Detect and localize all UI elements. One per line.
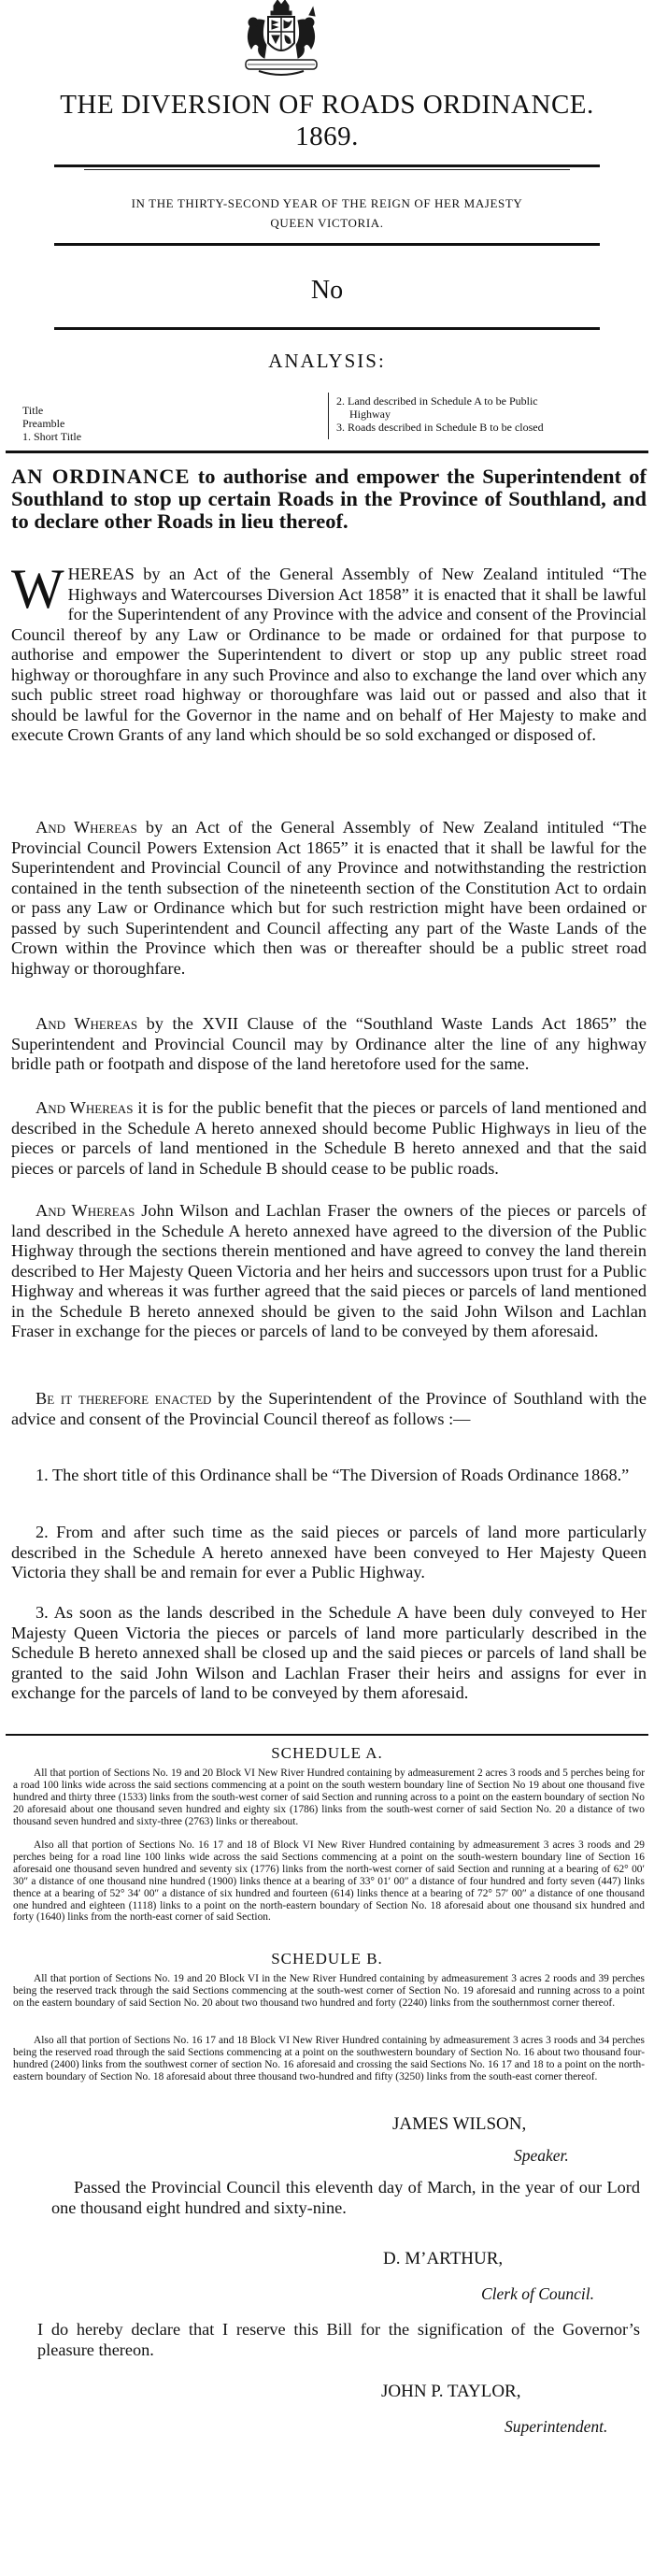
analysis-left-column (22, 404, 81, 443)
analysis-item-title: Title (22, 404, 44, 417)
clerk-signature: D. M’ARTHUR, (383, 2249, 504, 2268)
preamble-text-3: by the XVII Clause of the “Southland Waste Lands Act 1865” the Superintendent and Provincial Council may by Ordinance alter the line of any highway bridle path or footpath and dispose of the land heretofore used for the same. (11, 1014, 647, 1073)
clerk-title: Clerk of Council. (481, 2284, 595, 2303)
superintendent-signature: JOHN P. TAYLOR, (381, 2382, 521, 2401)
title-rule-top (54, 165, 600, 167)
analysis-heading: ANALYSIS: (268, 350, 386, 372)
and-whereas-lead-3: And Whereas (36, 1014, 138, 1033)
enacting-clause (11, 1389, 647, 1429)
reservation-declaration: I do hereby declare that I reserve this Bill for the signification of the Governor’s pleasure thereon. (37, 2320, 640, 2359)
analysis-rule (6, 451, 648, 453)
analysis-right-column (336, 394, 544, 434)
ordinance-long-title (11, 465, 647, 533)
dropcap-letter: W (11, 558, 64, 620)
title-line-1: THE DIVERSION OF ROADS ORDINANCE. (60, 90, 594, 120)
schedule-b-paragraph-1: All that portion of Sections No. 19 and 20 Block VI in the New River Hundred containing by admeasurement 3 acres 2 roods and 39 perches being the reserved track through the said Sections commencing at the south-west corner of Section No. 19 aforesaid and running across to a point on the eastern boundary of said Section No. 20 about two thousand two hundred and forty (2240) links from the southernmost corner thereof. (13, 1973, 645, 2009)
title-rule-thin (84, 169, 570, 170)
and-whereas-lead-4: And Whereas (36, 1098, 134, 1117)
analysis-item-highway-cont: Highway (349, 408, 391, 421)
ordinance-title (0, 89, 654, 152)
ordinance-number: No (310, 276, 344, 305)
preamble-text-4: it is for the public benefit that the pieces or parcels of land mentioned and described in the Schedule A hereto annexed should become Public Highways in lieu of the pieces or parcels of land mentioned in the Schedule B hereto annexed and that the said pieces or parcels of land in Schedule B should cease to be public roads. (11, 1098, 647, 1178)
analysis-item-roads-closed: 3. Roads described in Schedule B to be closed (336, 421, 544, 434)
passed-statement: Passed the Provincial Council this eleventh day of March, in the year of our Lord one thousand eight hundred and sixty-nine. (51, 2178, 640, 2217)
long-title-lead: AN ORDINANCE (11, 465, 191, 488)
schedule-b-heading: SCHEDULE B. (271, 1950, 383, 1968)
preamble-paragraph-1 (11, 558, 647, 746)
title-line-2: 1869. (295, 122, 359, 151)
preamble-paragraph-3 (11, 1014, 647, 1075)
section-1: 1. The short title of this Ordinance shall be “The Diversion of Roads Ordinance 1868.” (36, 1466, 630, 1484)
schedule-a-paragraph-2: Also all that portion of Sections No. 16 17 and 18 of Block VI New River Hundred containing by admeasurement 3 acres 3 roods and 29 perches being for a road line 100 links wide across the said Sections commencing at a point on the south-western boundary line of Section 16 aforesaid one thousand seven hundred and seventy six (1776) links from the north-west corner of said Section and running at a bearing of 62° 00′ 30″ a distance of one thousand nine hundred (1900) links thence at a bearing of 33° 01′ 00″ a distance of four hundred and forty seven (447) links thence at a bearing of 52° 34′ 00″ a distance of six hundred and fourteen (614) links thence at a bearing of 72° 57′ 00″ a distance of one thousand one hundred and eighteen (1118) links to a point on the north-eastern boundary of Section No. 18 aforesaid about one thousand six hundred and forty (1640) links from the north-east corner of said Section. (13, 1839, 645, 1924)
schedule-a-heading: SCHEDULE A. (271, 1744, 383, 1762)
schedule-a-paragraph-1: All that portion of Sections No. 19 and 20 Block VI New River Hundred containing by admeasurement 2 acres 3 roods and 5 perches being for a road 100 links wide across the said sections commencing at a point on the south western boundary line of Section No 19 about one thousand five hundred and thirty three (1533) links from the south-west corner of said Section and running across to a point on the eastern boundary of section No 20 aforesaid about one thousand seven hundred and eighty six (1786) links from the south-west corner of said Section No. 20 a distance of two thousand seven hundred and sixty-three (2763) links or thereabout. (13, 1767, 645, 1827)
preamble-text-2: by an Act of the General Assembly of New Zealand intituled “The Provincial Council Powers Extension Act 1865” it is enacted that it shall be lawful for the Superintendent and Provincial Council of any Province and notwithstanding the restriction contained in the tenth subsection of the nineteenth section of the Constitution Act to ordain or pass any Law or Ordinance which but for such restriction might have been ordained or passed by such Superintendent and Council affecting any part of the Waste Lands of the Crown within the Province which then was or thereafter should be a public street road highway or thoroughfare. (11, 818, 647, 978)
speaker-signature: JAMES WILSON, (392, 2114, 527, 2134)
royal-coat-of-arms-icon (236, 0, 326, 86)
preamble-paragraph-2 (11, 818, 647, 979)
analysis-divider (328, 393, 329, 439)
analysis-item-public-highway: 2. Land described in Schedule A to be Public (336, 394, 538, 408)
enacting-text: by the Superintendent of the Province of Southland with the advice and consent of the Provincial Council thereof as follows :— (11, 1389, 647, 1428)
analysis-item-short-title: 1. Short Title (22, 430, 82, 443)
regnal-rule (54, 243, 600, 246)
section-3: 3. As soon as the lands described in the Schedule A have been duly conveyed to Her Majesty Queen Victoria the pieces or parcels of land more particularly described in the Schedule B hereto annexed shall be closed up and the said pieces or parcels of land shall be granted to the said John Wilson and Lachlan Fraser their heirs and assigns for ever in exchange for the parcels of land to be conveyed by them aforesaid. (11, 1603, 647, 1702)
preamble-paragraph-5 (11, 1201, 647, 1342)
and-whereas-lead-5: And Whereas (36, 1201, 135, 1220)
preamble-text-5: John Wilson and Lachlan Fraser the owners of the pieces or parcels of land described in the Schedule A hereto annexed have agreed to the diversion of the Public Highway through the sections therein mentioned and have agreed to convey the land therein described to Her Majesty Queen Victoria and her heirs and successors upon trust for a Public Highway and whereas it was further agreed that the said pieces or parcels of land mentioned in the Schedule B hereto annexed should be given to the said John Wilson and Lachlan Fraser in exchange for the pieces or parcels of land to be conveyed by them aforesaid. (11, 1201, 647, 1340)
section-2: 2. From and after such time as the said pieces or parcels of land more particularly described in the Schedule A hereto annexed have been conveyed to Her Majesty Queen Victoria they shall be and remain for ever a Public Highway. (11, 1523, 647, 1581)
number-rule (54, 327, 600, 330)
and-whereas-lead-2: And Whereas (36, 818, 137, 837)
speaker-title: Speaker. (514, 2146, 569, 2165)
schedule-rule (6, 1734, 648, 1736)
long-title-text: to authorise and empower the Superintendent of Southland to stop up certain Roads in the Province of Southland, and to declare other Roads in lieu thereof. (11, 465, 647, 533)
preamble-text-1: HEREAS by an Act of the General Assembly of New Zealand intituled “The Highways and Watercourses Diversion Act 1858” it is enacted that it shall be lawful for the Superintendent of any Province with the advice and consent of the Provincial Council thereof by any Law or Ordinance to be made or ordained for that purpose to authorise and empower the Superintendent to divert or stop up any public street road highway or thoroughfare in any such Province and also to exchange the land over which any such public street road highway or thoroughfare was laid out or passed and also that it should be lawful for the Governor in the name and on behalf of Her Majesty to make and execute Crown Grants of any land which should be so sold exchanged or disposed of. (11, 565, 647, 744)
preamble-paragraph-4 (11, 1098, 647, 1179)
regnal-year-line-1: IN THE THIRTY-SECOND YEAR OF THE REIGN OF HER MAJESTY (131, 196, 523, 210)
analysis-item-preamble: Preamble (22, 417, 65, 430)
superintendent-title: Superintendent. (505, 2417, 608, 2436)
regnal-year-line-2: QUEEN VICTORIA. (270, 216, 384, 230)
schedule-b-paragraph-2: Also all that portion of Sections No. 16 17 and 18 Block VI New River Hundred containing by admeasurement 3 acres 3 roods and 34 perches being the reserved road through the said Sections commencing at a point on the southwestern boundary of Section No. 16 about two thousand four-hundred (2400) links from the southwest corner of section No. 16 aforesaid and crossing the said Sections No. 16 17 and 18 to a point on the north-eastern boundary of Section No. 18 aforesaid about three thousand two-hundred and fifty (3250) links from the south-east corner thereof. (13, 2035, 645, 2082)
enacting-lead: Be it therefore enacted (36, 1389, 212, 1408)
